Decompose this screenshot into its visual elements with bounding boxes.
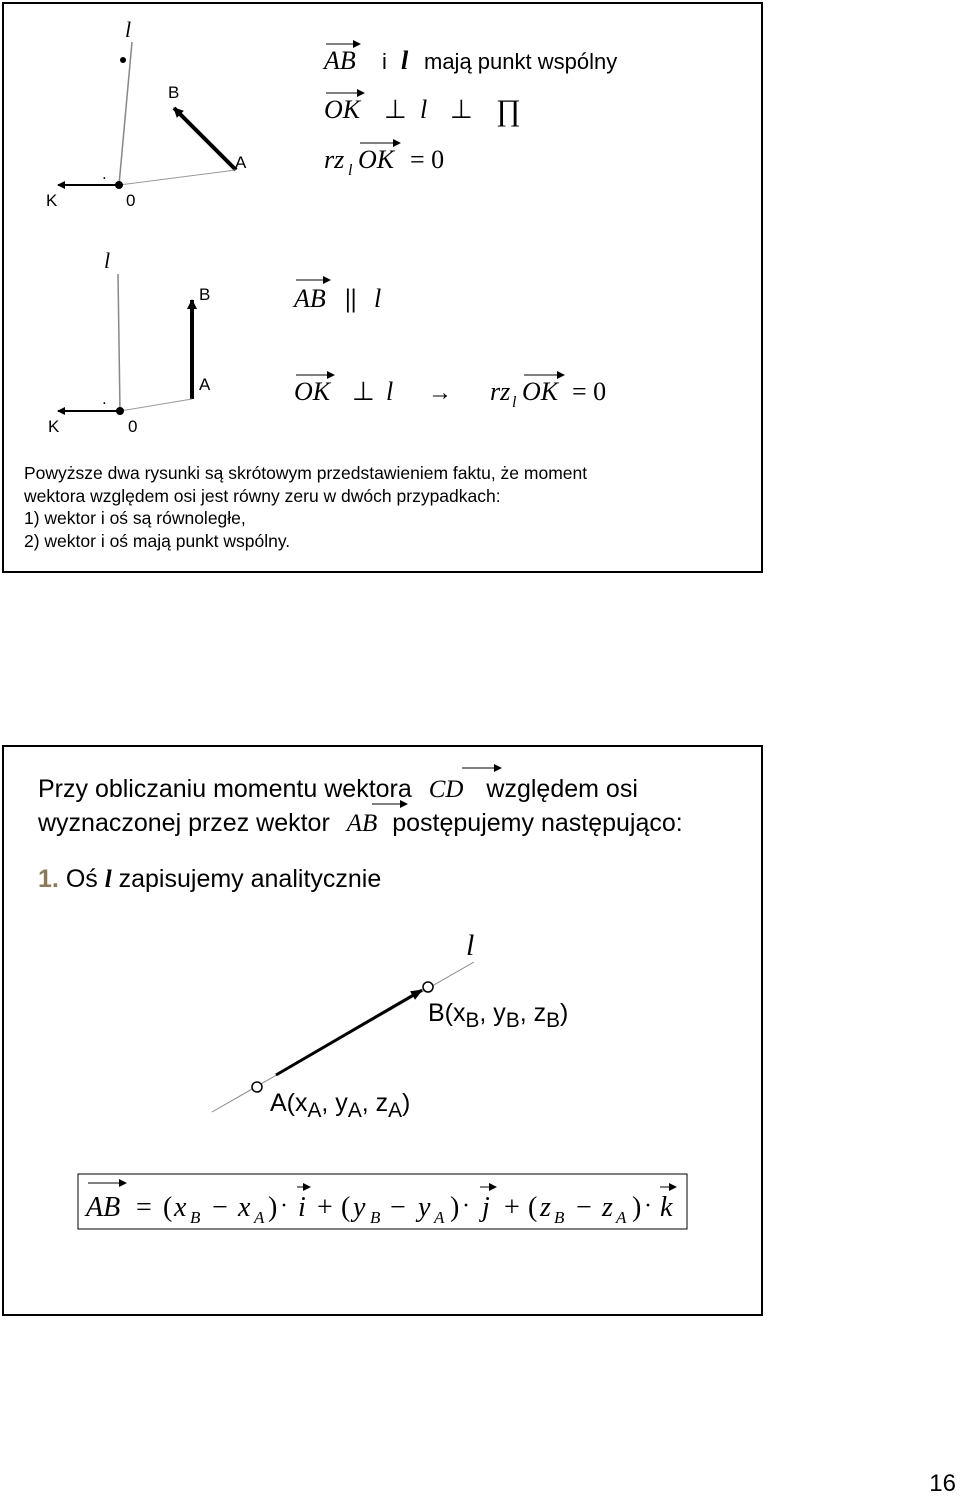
minus: −: [390, 1192, 406, 1223]
slide-1: [2, 2, 763, 573]
minus: −: [212, 1192, 228, 1223]
point-b-coords: [428, 999, 568, 1033]
y: y: [353, 1192, 366, 1223]
common-point-text: mają punkt wspólny: [424, 49, 618, 74]
sub-a: A: [254, 1208, 265, 1227]
fig2-label-b: B: [199, 285, 211, 304]
slide-2: [2, 745, 763, 1316]
rz-subscript: l: [348, 162, 353, 179]
axis-l: l: [104, 866, 112, 893]
figure-1: [46, 17, 247, 210]
sub-b: B: [554, 1208, 565, 1227]
coord-text: , z: [519, 999, 547, 1027]
vec-cd: CD: [428, 776, 464, 803]
segment-0-a: [119, 170, 236, 185]
coord-text: , z: [361, 1089, 389, 1117]
point-0: [115, 181, 123, 189]
sub-a: A: [616, 1208, 627, 1227]
axis-l: l: [374, 284, 382, 313]
plus: +: [317, 1192, 333, 1223]
plus: +: [504, 1192, 520, 1223]
perp-symbol: ⊥: [450, 95, 473, 124]
equals: =: [136, 1192, 152, 1223]
vec-ok: OK: [324, 95, 361, 124]
vector-ab-shaft: [174, 108, 236, 170]
vec-ab: AB: [86, 1192, 121, 1223]
rz: rz: [324, 145, 345, 174]
step-number: 1.: [38, 865, 59, 893]
rz-subscript: l: [512, 394, 517, 411]
plane-symbol: ∏: [496, 94, 521, 127]
vec-ab: AB: [324, 46, 356, 75]
paragraph-line: 1) wektor i oś są równoległe,: [24, 508, 246, 528]
figure-2: [48, 248, 211, 436]
vec-ok: OK: [294, 377, 331, 406]
paren-close: ): [268, 1192, 278, 1223]
dot: ·: [462, 1193, 470, 1219]
step-1: [38, 865, 381, 894]
paren-close: ): [450, 1192, 460, 1223]
sub-b: B: [370, 1208, 381, 1227]
minus: −: [576, 1192, 592, 1223]
implies-arrow: →: [428, 380, 452, 406]
segment-0-a: [120, 399, 192, 411]
page-number: 16: [929, 1470, 956, 1497]
fig2-label-a: A: [199, 375, 211, 394]
paragraph-line: Powyższe dwa rysunki są skrótowym przedstawieniem faktu, że moment: [24, 463, 588, 483]
sub-b: B: [190, 1208, 201, 1227]
fig1-label-b: B: [168, 83, 180, 102]
fig1-label-a: A: [235, 153, 247, 172]
point-0: [116, 407, 124, 415]
coord-text: B(x: [428, 999, 466, 1027]
coord-sub: B: [465, 1009, 480, 1032]
coord-text: , y: [479, 999, 506, 1027]
vec-ab: AB: [294, 284, 326, 313]
parallel-symbol: ||: [345, 284, 357, 313]
summary-paragraph: [24, 462, 744, 552]
coord-text: ): [402, 1089, 411, 1117]
z: z: [540, 1192, 551, 1223]
fig2-label-k: K: [48, 417, 60, 436]
equation-rz-zero: [324, 143, 444, 179]
coord-text: ): [560, 999, 569, 1027]
vec-ok: OK: [358, 145, 395, 174]
intro-text: Przy obliczaniu momentu wektora: [38, 775, 412, 803]
fig2-label-l: l: [104, 248, 111, 273]
perp-symbol: ⊥: [384, 95, 407, 124]
sub-a: A: [434, 1208, 445, 1227]
z: z: [602, 1192, 613, 1223]
rz: rz: [490, 377, 511, 406]
point-a-marker: [252, 1082, 262, 1092]
vector-ab-on-axis: [276, 990, 422, 1075]
fig2-right-angle: .: [102, 389, 107, 408]
axis-l: l: [420, 95, 428, 124]
coord-sub: B: [546, 1009, 561, 1032]
paragraph-line: 2) wektor i oś mają punkt wspólny.: [24, 530, 291, 551]
coord-sub: B: [505, 1009, 520, 1032]
axis-line-l: [118, 274, 120, 411]
axis-label-l: l: [466, 929, 475, 962]
dot: ·: [644, 1193, 652, 1219]
equals-zero: = 0: [410, 145, 445, 174]
axis-l: l: [386, 377, 394, 406]
vec-ok: OK: [522, 377, 559, 406]
fig1-right-angle: .: [102, 164, 107, 183]
fig1-label-l: l: [125, 17, 132, 42]
equals-zero: = 0: [572, 377, 607, 406]
intro-line-1: [38, 775, 638, 804]
x: x: [174, 1192, 187, 1223]
intro-line-2: [38, 809, 683, 838]
paren-open: (: [528, 1192, 538, 1223]
axis-line-l: [119, 42, 132, 185]
perp-symbol: ⊥: [352, 377, 375, 406]
word-i: i: [382, 49, 387, 74]
dot: ·: [280, 1193, 288, 1219]
coord-text: A(x: [270, 1089, 308, 1117]
paren-close: ): [632, 1192, 642, 1223]
step-text: Oś: [65, 865, 98, 893]
point-a-coords: [270, 1089, 410, 1123]
equation-ok-perp-implies: [294, 375, 606, 411]
x: x: [238, 1192, 251, 1223]
paragraph-line: wektora względem osi jest równy zeru w dwóch przypadkach:: [24, 485, 501, 506]
intro-text: względem osi: [486, 775, 638, 803]
coord-sub: A: [307, 1099, 322, 1122]
point-b-marker: [423, 982, 433, 992]
fig1-label-k: K: [46, 191, 58, 210]
fig1-label-0: 0: [126, 191, 136, 210]
intro-text: postępujemy następująco:: [392, 809, 683, 837]
vec-ab: AB: [346, 810, 378, 837]
step-text: zapisujemy analitycznie: [118, 865, 382, 893]
coord-sub: A: [388, 1099, 403, 1122]
intro-text: wyznaczonej przez wektor: [38, 809, 330, 837]
paren-open: (: [341, 1192, 351, 1223]
coord-sub: A: [347, 1099, 362, 1122]
unit-j: j: [482, 1192, 490, 1223]
formula: [84, 1183, 676, 1227]
equation-ab-l-common-point: [322, 44, 617, 75]
y: y: [418, 1192, 431, 1223]
equation-ab-parallel: [292, 280, 381, 313]
unit-i: i: [298, 1192, 306, 1223]
equation-ok-perp: [324, 93, 521, 127]
coord-text: , y: [321, 1089, 348, 1117]
unit-k: k: [660, 1192, 673, 1223]
paren-open: (: [163, 1192, 173, 1223]
fig2-label-0: 0: [128, 417, 138, 436]
point-on-axis: [120, 57, 126, 63]
axis-l: l: [401, 46, 409, 75]
